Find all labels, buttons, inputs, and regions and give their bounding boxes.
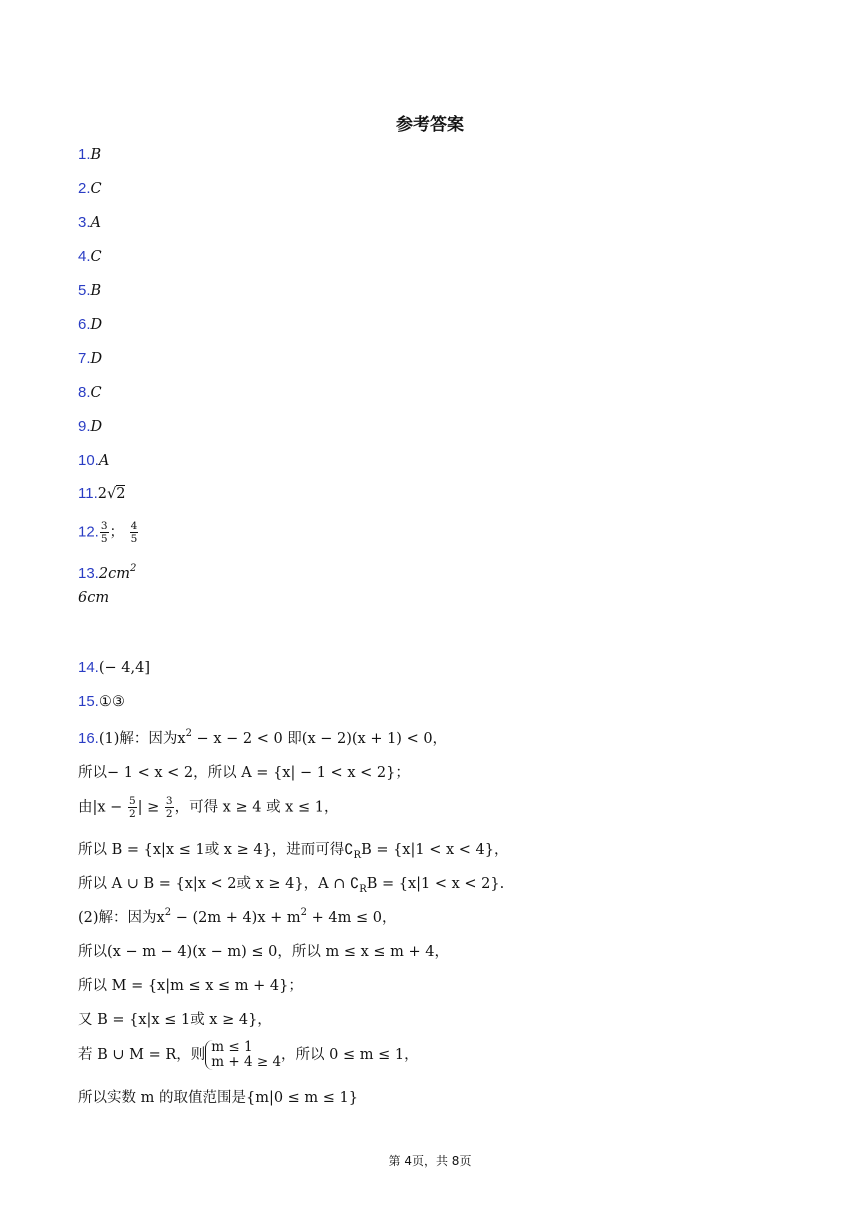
answer-1 <box>78 146 101 163</box>
answer-16-line6: (2)解：因为$x^2 - (2m + 4)x + m^2 + 4m \le 0$， <box>78 907 397 926</box>
question-number: 8. <box>78 384 91 401</box>
answer-16-line10: 若 B ∪ M = R，则 m ≤ 1 m + 4 ≥ 4 ，所以 0 ≤ m ≤ 1， <box>78 1039 419 1070</box>
answer-7 <box>78 350 102 367</box>
fraction: $\frac{5}{2}$ <box>128 795 136 820</box>
question-number: 16. <box>78 730 99 747</box>
question-number: 1. <box>78 146 91 163</box>
answer-16-line7: 所以(x − m − 4)(x − m) ≤ 0，所以 m ≤ x ≤ m + 4， <box>78 944 450 960</box>
question-number: 4. <box>78 248 91 265</box>
answer-16-line9: 又 B = {x|x ≤ 1或 x ≥ 4}， <box>78 1012 272 1028</box>
question-number: 15. <box>78 693 99 710</box>
question-number: 13. <box>78 565 99 582</box>
equation-system: m ≤ 1 m + 4 ≥ 4 <box>205 1040 281 1070</box>
question-number: 6. <box>78 316 91 333</box>
question-number: 5. <box>78 282 91 299</box>
page-footer: 第 4页，共 8页 <box>388 1154 472 1168</box>
answer-11: 11.2√2 <box>78 485 126 502</box>
question-number: 3. <box>78 214 91 231</box>
question-number: 9. <box>78 418 91 435</box>
fraction: $\frac{4}{5}$ <box>130 520 138 545</box>
page-title: 参考答案 <box>396 115 464 135</box>
fraction: $\frac{3}{5}$ <box>100 520 108 545</box>
answer-13-line1: $13.2cm^2$ <box>78 563 137 582</box>
answer-8 <box>78 384 102 401</box>
answer-3 <box>78 214 101 231</box>
answer-value: D <box>90 419 103 435</box>
answer-value: C <box>90 249 102 265</box>
answer-value: B <box>90 147 102 163</box>
answer-9 <box>78 418 102 435</box>
answer-16-line2: 所以− 1 < x < 2，所以 A = {x| − 1 < x < 2}； <box>78 765 410 781</box>
question-number: 14. <box>78 659 99 676</box>
answer-value: B <box>90 283 102 299</box>
answer-16-line8: 所以 M = {x|m ≤ x ≤ m + 4}； <box>78 978 303 994</box>
question-number: 12. <box>78 523 99 541</box>
question-number: 7. <box>78 350 91 367</box>
answer-10 <box>78 452 109 469</box>
answer-5 <box>78 282 101 299</box>
question-number: 2. <box>78 180 91 197</box>
answer-16-line4: 所以 B = {x|x ≤ 1或 x ≥ 4}，进而可得$∁_RB = \{x|1 < x < 4\}$， <box>78 842 509 861</box>
answer-16-line11: 所以实数 m 的取值范围是{m|0 ≤ m ≤ 1} <box>78 1090 358 1106</box>
answer-16-line5: 所以 A ∪ B = {x|x < 2或 x ≥ 4}，A ∩ $∁_RB = \{x|1 < x < 2\}$. <box>78 876 505 895</box>
answer-15: 15.①③ <box>78 693 125 710</box>
answer-value: D <box>90 317 103 333</box>
answer-16-line3: 由|x − $\frac{5}{2}$ | ≥ $\frac{3}{2}$ ，可得 x ≥ 4 或 x ≤ 1， <box>78 795 339 820</box>
answer-6 <box>78 316 102 333</box>
question-number: 11. <box>78 485 98 502</box>
answer-12: 12. $\frac{3}{5}$ ； $\frac{4}{5}$ <box>78 520 138 545</box>
answer-value: D <box>90 351 103 367</box>
answer-16-line1: 16.(1)解：因为$x^2 - x - 2 < 0$ 即(x − 2)(x + 1) < 0， <box>78 728 448 747</box>
question-number: 10. <box>78 452 99 469</box>
answer-14: 14.(− 4,4] <box>78 659 150 676</box>
radical-sign: √ <box>106 486 117 502</box>
fraction: $\frac{3}{2}$ <box>165 795 173 820</box>
answer-value: C <box>90 181 102 197</box>
answer-2 <box>78 180 102 197</box>
answer-value: C <box>90 385 102 401</box>
answer-4 <box>78 248 102 265</box>
answer-13-line2: 6cm <box>78 590 110 606</box>
answer-value: A <box>90 215 101 231</box>
answer-value: A <box>98 453 110 469</box>
